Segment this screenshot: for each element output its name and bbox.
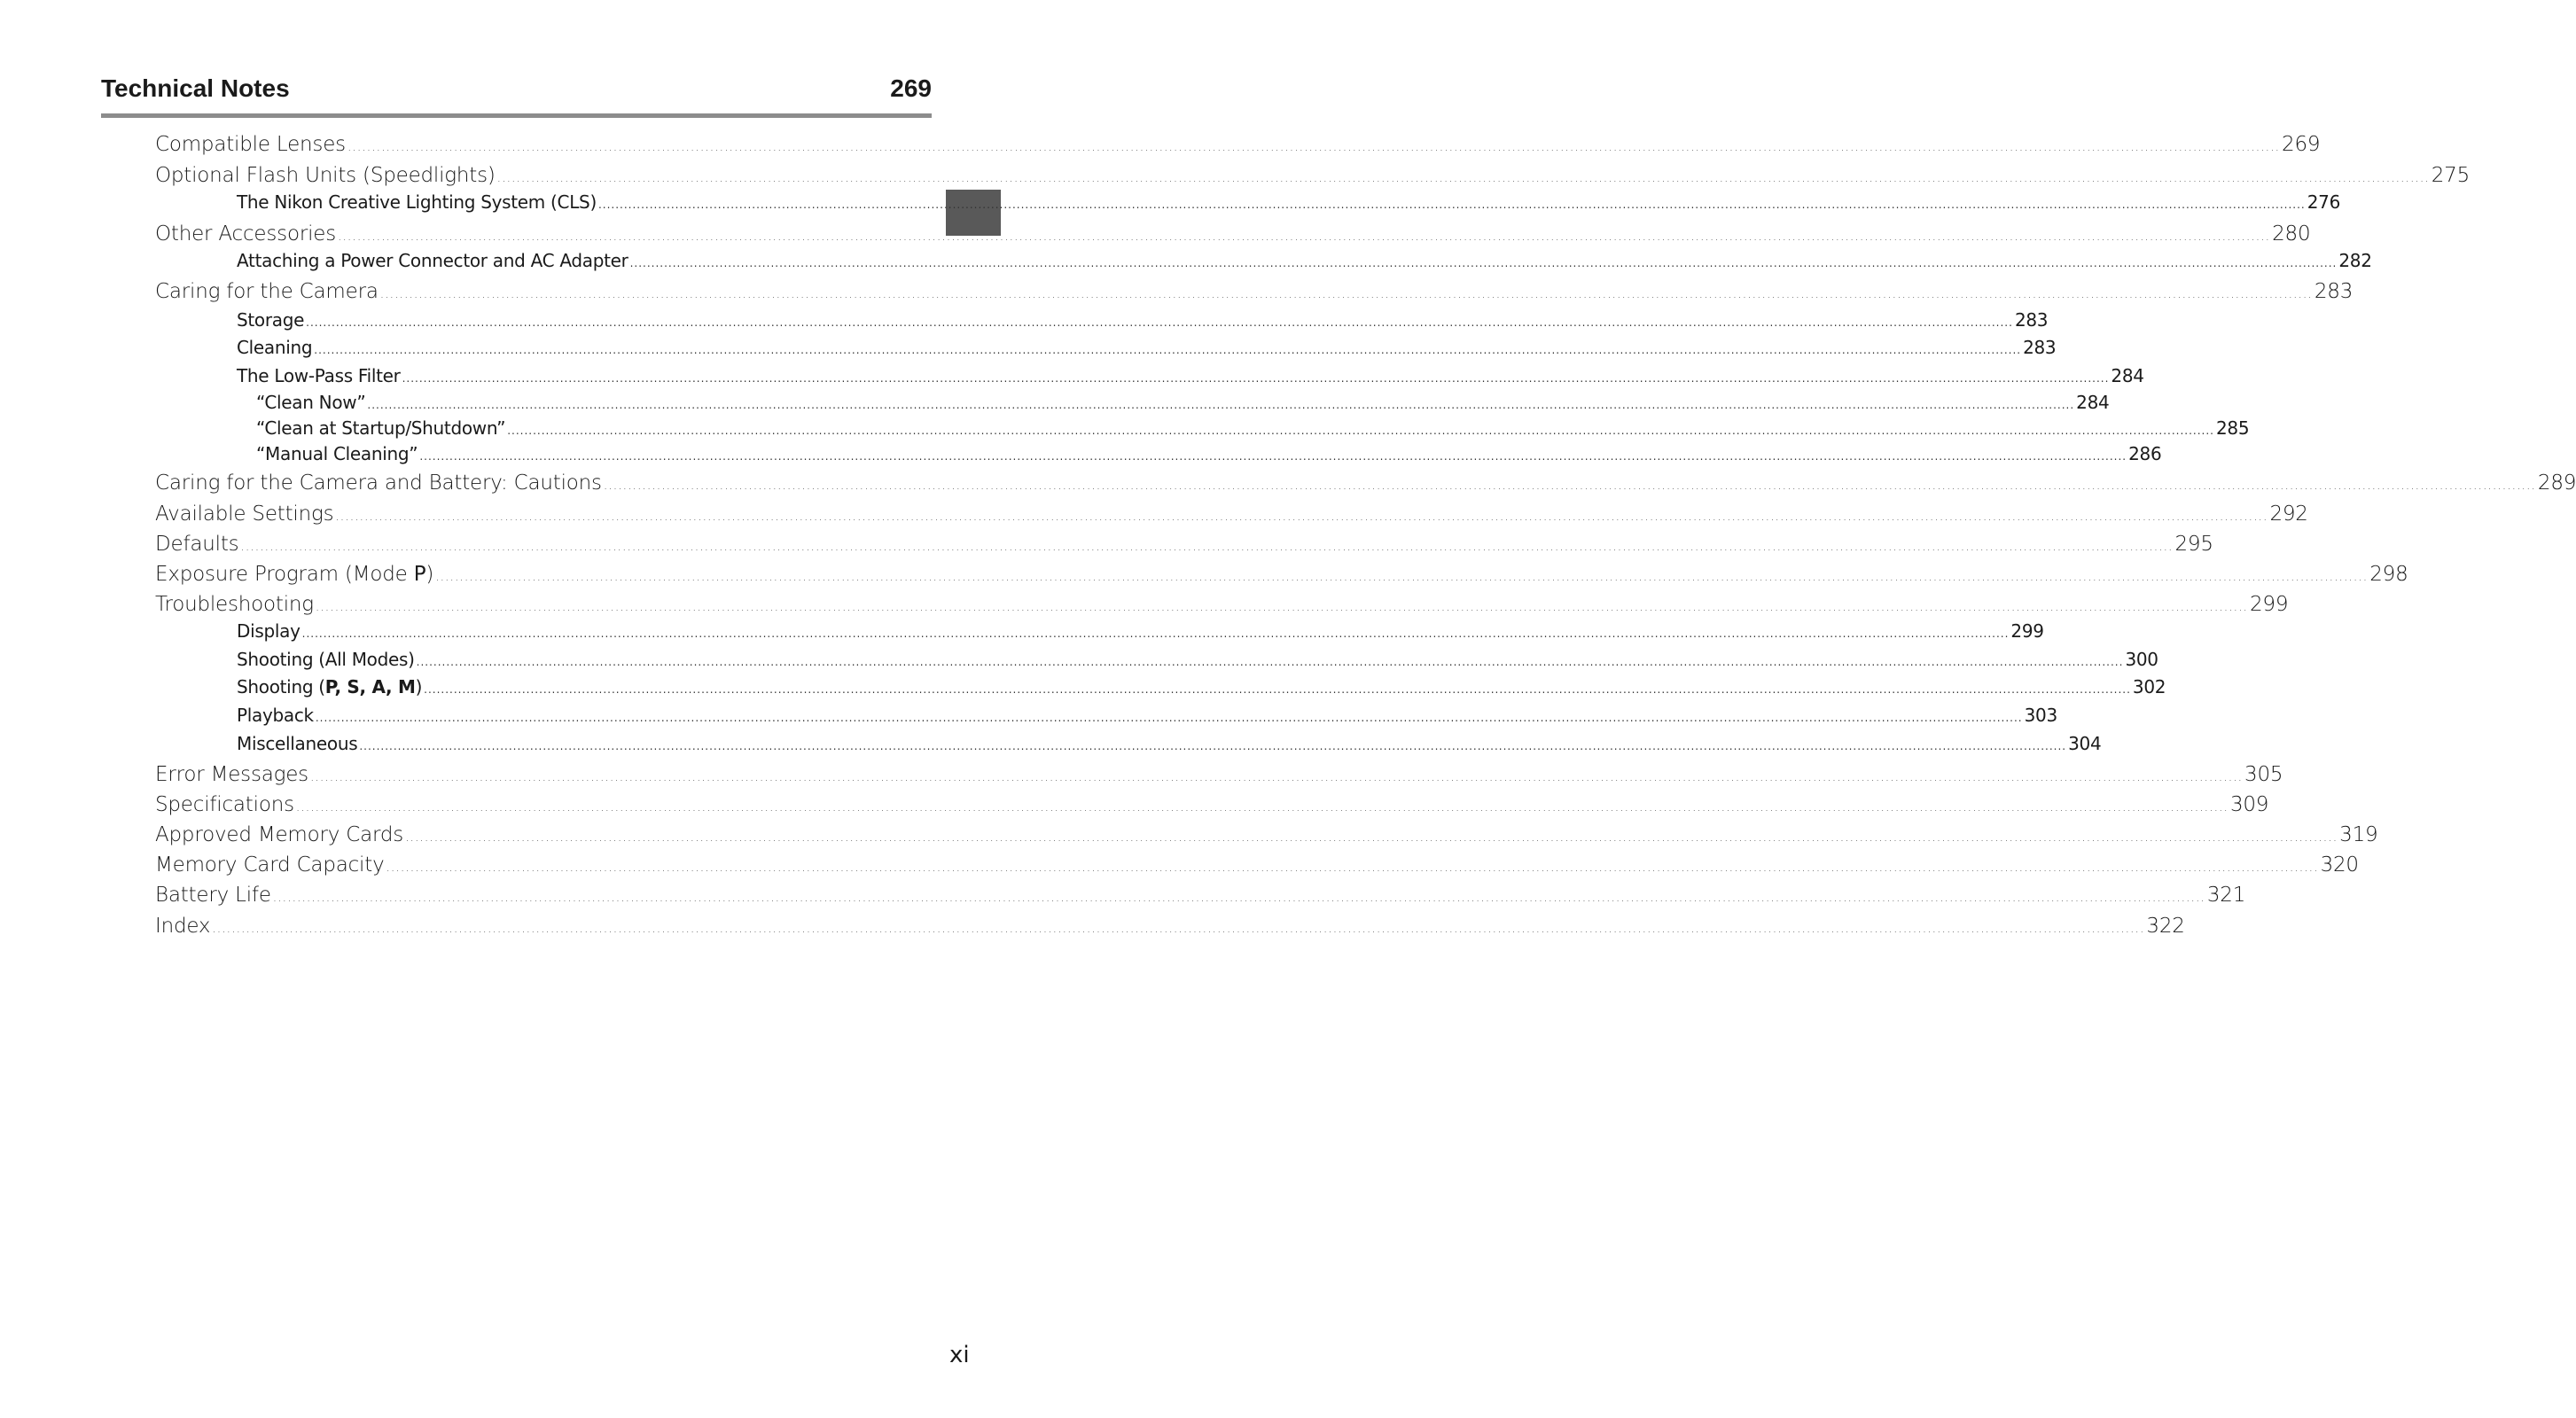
toc-entry[interactable] (237, 336, 2057, 362)
toc-entry-page: 283 (2023, 337, 2057, 358)
toc-entry[interactable] (155, 131, 2321, 160)
toc-entry-page: 321 (2206, 884, 2246, 907)
dot-leader: ................................................................................................................................................................................................................................................................................................................................................................................................................ (603, 479, 2536, 493)
toc-entry-page: 298 (2369, 563, 2408, 586)
dot-leader: ................................................................................................................................................................................................................................................................................................................................................................................................................ (272, 891, 2205, 905)
dot-leader: ................................................................................................................................................................................................................................................................................................................................................................................................................ (359, 740, 2067, 752)
toc-entry-page: 299 (2010, 620, 2044, 642)
dot-leader: ................................................................................................................................................................................................................................................................................................................................................................................................................ (335, 510, 2268, 524)
toc-entry-label: Error Messages (155, 763, 308, 786)
toc-entry-page: 305 (2244, 763, 2283, 786)
toc-entry[interactable] (155, 761, 2283, 791)
toc-entry[interactable] (237, 732, 2102, 758)
toc-entry-label: Compatible Lenses (155, 133, 346, 156)
toc-entry-label: Cleaning (237, 337, 313, 358)
toc-entry-label: Playback (237, 705, 314, 726)
toc-entry-label: Miscellaneous (237, 733, 358, 754)
toc-entry-label: The Nikon Creative Lighting System (CLS) (237, 191, 597, 213)
toc-entry-page: 280 (2272, 222, 2311, 245)
toc-entry[interactable] (155, 221, 2311, 250)
dot-leader: ................................................................................................................................................................................................................................................................................................................................................................................................................ (386, 861, 2319, 875)
toc-entry[interactable] (237, 675, 2166, 701)
toc-entry[interactable] (237, 308, 2049, 334)
toc-entry[interactable] (237, 249, 2372, 275)
dot-leader: ................................................................................................................................................................................................................................................................................................................................................................................................................ (301, 627, 2010, 640)
dot-leader: ................................................................................................................................................................................................................................................................................................................................................................................................................ (379, 287, 2313, 301)
toc-entry[interactable] (237, 191, 2341, 216)
dot-leader: ................................................................................................................................................................................................................................................................................................................................................................................................................ (424, 683, 2131, 696)
toc-entry-page: 304 (2068, 733, 2102, 754)
toc-entry[interactable] (237, 648, 2158, 674)
toc-entry-label: Memory Card Capacity (155, 853, 385, 877)
toc-entry[interactable] (155, 278, 2354, 308)
toc-entry-page: 284 (2076, 392, 2110, 413)
toc-entry-label: Exposure Program (Mode P) (155, 563, 434, 586)
toc-entry-page: 285 (2216, 417, 2250, 439)
toc-entry[interactable] (155, 882, 2246, 911)
toc-entry-label: Storage (237, 309, 305, 331)
toc-entry-page: 286 (2128, 443, 2162, 464)
toc-entry[interactable] (155, 852, 2359, 881)
toc-entry-page: 276 (2307, 191, 2341, 213)
dot-leader: ................................................................................................................................................................................................................................................................................................................................................................................................................ (629, 257, 2338, 269)
dot-leader: ................................................................................................................................................................................................................................................................................................................................................................................................................ (240, 540, 2174, 554)
toc-entry-label: Caring for the Camera and Battery: Cautions (155, 471, 602, 495)
dot-leader: ................................................................................................................................................................................................................................................................................................................................................................................................................ (367, 399, 2075, 411)
toc-entry-page: 300 (2125, 649, 2158, 670)
toc-entry[interactable] (256, 442, 2162, 468)
toc-entry-label: Specifications (155, 793, 294, 816)
toc-entry-page: 282 (2338, 250, 2372, 271)
toc-entry-page: 269 (2282, 133, 2321, 156)
toc-entry-label: Shooting (All Modes) (237, 649, 415, 670)
toc-entry-page: 303 (2024, 705, 2057, 726)
toc-entry-page: 295 (2174, 533, 2213, 556)
toc-entry-page: 302 (2132, 676, 2166, 697)
toc-entry-label: Display (237, 620, 301, 642)
toc-entry-page: 320 (2320, 853, 2359, 877)
folio: xi (949, 1342, 970, 1368)
dot-leader: ................................................................................................................................................................................................................................................................................................................................................................................................................ (212, 922, 2145, 936)
section-title: Technical Notes (101, 74, 290, 102)
dot-leader: ................................................................................................................................................................................................................................................................................................................................................................................................................ (405, 830, 2338, 845)
toc-entry-label: “Clean Now” (256, 392, 366, 413)
dot-leader: ................................................................................................................................................................................................................................................................................................................................................................................................................ (309, 770, 2244, 784)
toc-entry[interactable] (155, 561, 2408, 590)
toc-entry-label: Index (155, 915, 211, 938)
toc-entry[interactable] (256, 391, 2110, 417)
toc-entry-label: Available Settings (155, 503, 334, 526)
toc-entry-label: “Clean at Startup/Shutdown” (256, 417, 506, 439)
toc-entry-label: Troubleshooting (155, 593, 314, 616)
dot-leader: ................................................................................................................................................................................................................................................................................................................................................................................................................ (314, 344, 2022, 356)
toc-entry-label: Attaching a Power Connector and AC Adapter (237, 250, 628, 271)
toc-entry-label: Optional Flash Units (Speedlights) (155, 164, 496, 187)
toc-entry-label: Caring for the Camera (155, 280, 379, 303)
toc-entry-label: “Manual Cleaning” (256, 443, 418, 464)
toc-entry[interactable] (155, 162, 2471, 191)
toc-entry[interactable] (155, 470, 2576, 499)
toc-entry-page: 319 (2339, 823, 2378, 846)
toc-entry-page: 283 (2314, 280, 2354, 303)
dot-leader: ................................................................................................................................................................................................................................................................................................................................................................................................................ (315, 600, 2248, 614)
toc-entry[interactable] (155, 591, 2289, 620)
toc-entry-page: 284 (2111, 365, 2144, 386)
dot-leader: ................................................................................................................................................................................................................................................................................................................................................................................................................ (402, 372, 2110, 385)
toc-entry-label: Battery Life (155, 884, 271, 907)
toc-entry[interactable] (155, 531, 2213, 560)
toc-entry[interactable] (155, 791, 2269, 821)
toc-entry[interactable] (256, 417, 2250, 442)
dot-leader: ................................................................................................................................................................................................................................................................................................................................................................................................................ (435, 570, 2369, 584)
toc-entry[interactable] (155, 822, 2378, 851)
dot-leader: ................................................................................................................................................................................................................................................................................................................................................................................................................ (306, 316, 2013, 329)
dot-leader: ................................................................................................................................................................................................................................................................................................................................................................................................................ (507, 425, 2214, 437)
toc-entry[interactable] (155, 913, 2185, 942)
toc-entry-page: 299 (2249, 593, 2289, 616)
toc-entry[interactable] (237, 619, 2044, 645)
toc-entry[interactable] (237, 704, 2057, 729)
toc-entry-page: 275 (2431, 164, 2471, 187)
dot-leader: ................................................................................................................................................................................................................................................................................................................................................................................................................ (338, 230, 2271, 244)
toc-entry-label: Other Accessories (155, 222, 337, 245)
dot-leader: ................................................................................................................................................................................................................................................................................................................................................................................................................ (416, 656, 2124, 668)
dot-leader: ................................................................................................................................................................................................................................................................................................................................................................................................................ (597, 199, 2306, 211)
toc-entry-page: 309 (2229, 793, 2269, 816)
dot-leader: ................................................................................................................................................................................................................................................................................................................................................................................................................ (419, 450, 2127, 463)
toc-entry-label: Approved Memory Cards (155, 823, 404, 846)
dot-leader: ................................................................................................................................................................................................................................................................................................................................................................................................................ (496, 171, 2430, 185)
toc-entry-label: The Low-Pass Filter (237, 365, 401, 386)
toc-entry-label: Shooting (P, S, A, M) (237, 676, 423, 697)
toc-entry[interactable] (155, 501, 2308, 530)
toc-entry[interactable] (237, 364, 2144, 390)
dot-leader: ................................................................................................................................................................................................................................................................................................................................................................................................................ (295, 800, 2229, 814)
dot-leader: ................................................................................................................................................................................................................................................................................................................................................................................................................ (347, 140, 2281, 154)
toc-entry-page: 283 (2014, 309, 2049, 331)
toc-entry-page: 292 (2269, 503, 2308, 526)
section-page-number: 269 (890, 74, 932, 102)
dot-leader: ................................................................................................................................................................................................................................................................................................................................................................................................................ (315, 712, 2023, 724)
toc-entry-page: 322 (2146, 915, 2185, 938)
toc-entry-page: 289 (2537, 471, 2576, 495)
toc-entry-label: Defaults (155, 533, 239, 556)
